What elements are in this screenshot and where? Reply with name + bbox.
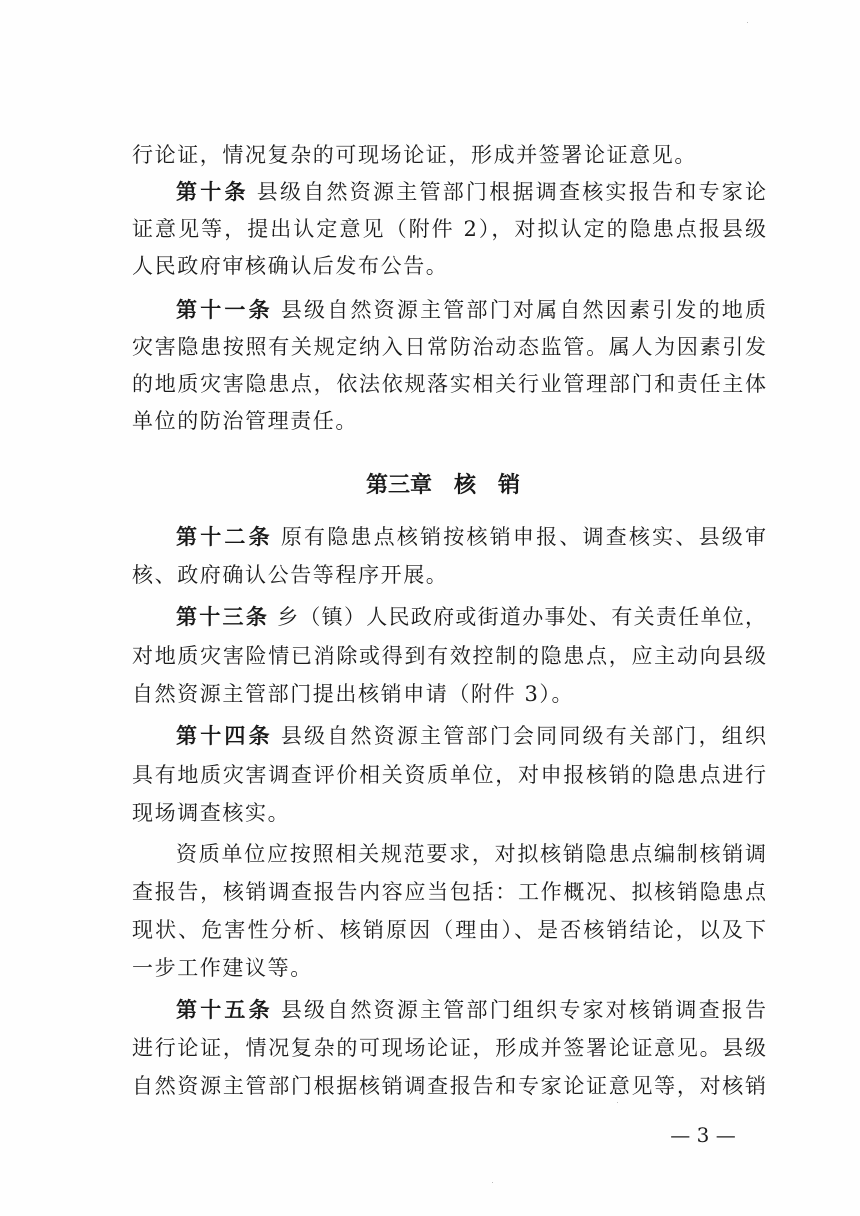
article-number: 第十条 (176, 180, 249, 204)
line-text: 灾害隐患按照有关规定纳入日常防治动态监管。属人为因素引发 (132, 335, 766, 359)
line-text: 一步工作建议等。 (132, 956, 313, 980)
text-line (132, 955, 766, 981)
article-number: 第十二条 (176, 525, 273, 549)
line-text: 核、政府确认公告等程序开展。 (132, 563, 449, 587)
line-text: 现场调查核实。 (132, 801, 291, 825)
text-line (132, 917, 766, 943)
text-line (132, 371, 766, 397)
scan-speck (747, 22, 748, 23)
text-line (132, 216, 766, 242)
line-text: 县级自然资源主管部门会同同级有关部门，组织 (280, 724, 767, 748)
article-number: 第十四条 (176, 724, 273, 748)
page-number: — 3 — (670, 1123, 736, 1147)
line-text: 对地质灾害险情已消除或得到有效控制的隐患点，应主动向县级 (132, 644, 766, 668)
article-13-line (176, 604, 766, 630)
text-line (132, 1073, 766, 1099)
text-line (132, 643, 766, 669)
article-11-line (176, 297, 766, 323)
article-number: 第十一条 (176, 298, 273, 322)
text-line (132, 800, 766, 826)
line-text: 具有地质灾害调查评价相关资质单位，对申报核销的隐患点进行 (132, 763, 766, 787)
line-text: 单位的防治管理责任。 (132, 409, 358, 433)
line-text: 县级自然资源主管部门对属自然因素引发的地质 (280, 298, 767, 322)
text-line (176, 841, 766, 867)
text-line (132, 562, 766, 588)
line-text: 证意见等，提出认定意见（附件 2），对拟认定的隐患点报县级 (132, 217, 766, 241)
text-line (132, 879, 766, 905)
scan-speck (492, 1182, 493, 1183)
text-line (132, 253, 766, 279)
line-text: 乡（镇）人民政府或街道办事处、有关责任单位， (277, 605, 767, 629)
line-text: 查报告，核销调查报告内容应当包括：工作概况、拟核销隐患点 (132, 880, 766, 904)
article-15-line (176, 997, 766, 1023)
line-text: 自然资源主管部门根据核销调查报告和专家论证意见等，对核销 (132, 1074, 766, 1098)
article-number: 第十五条 (176, 998, 273, 1022)
text-line (132, 408, 766, 434)
chapter-heading: 第三章 核 销 (366, 473, 521, 498)
article-10-line (176, 179, 766, 205)
line-text: 行论证，情况复杂的可现场论证，形成并签署论证意见。 (132, 143, 697, 167)
line-text: 资质单位应按照相关规范要求，对拟核销隐患点编制核销调 (176, 842, 766, 866)
line-text: 现状、危害性分析、核销原因（理由）、是否核销结论，以及下 (132, 918, 766, 942)
article-14-line (176, 723, 766, 749)
line-text: 自然资源主管部门提出核销申请（附件 3）。 (132, 682, 575, 706)
article-12-line (176, 524, 766, 550)
scan-speck (617, 1102, 618, 1103)
text-line (132, 1035, 766, 1061)
text-line (132, 142, 766, 168)
text-line (132, 334, 766, 360)
text-line (132, 681, 766, 707)
article-number: 第十三条 (176, 605, 270, 629)
text-line (132, 762, 766, 788)
line-text: 县级自然资源主管部门根据调查核实报告和专家论 (256, 180, 766, 204)
line-text: 县级自然资源主管部门组织专家对核销调查报告 (280, 998, 767, 1022)
line-text: 原有隐患点核销按核销申报、调查核实、县级审 (280, 525, 767, 549)
line-text: 人民政府审核确认后发布公告。 (132, 254, 449, 278)
line-text: 进行论证，情况复杂的可现场论证，形成并签署论证意见。县级 (132, 1036, 766, 1060)
line-text: 的地质灾害隐患点，依法依规落实相关行业管理部门和责任主体 (132, 372, 766, 396)
